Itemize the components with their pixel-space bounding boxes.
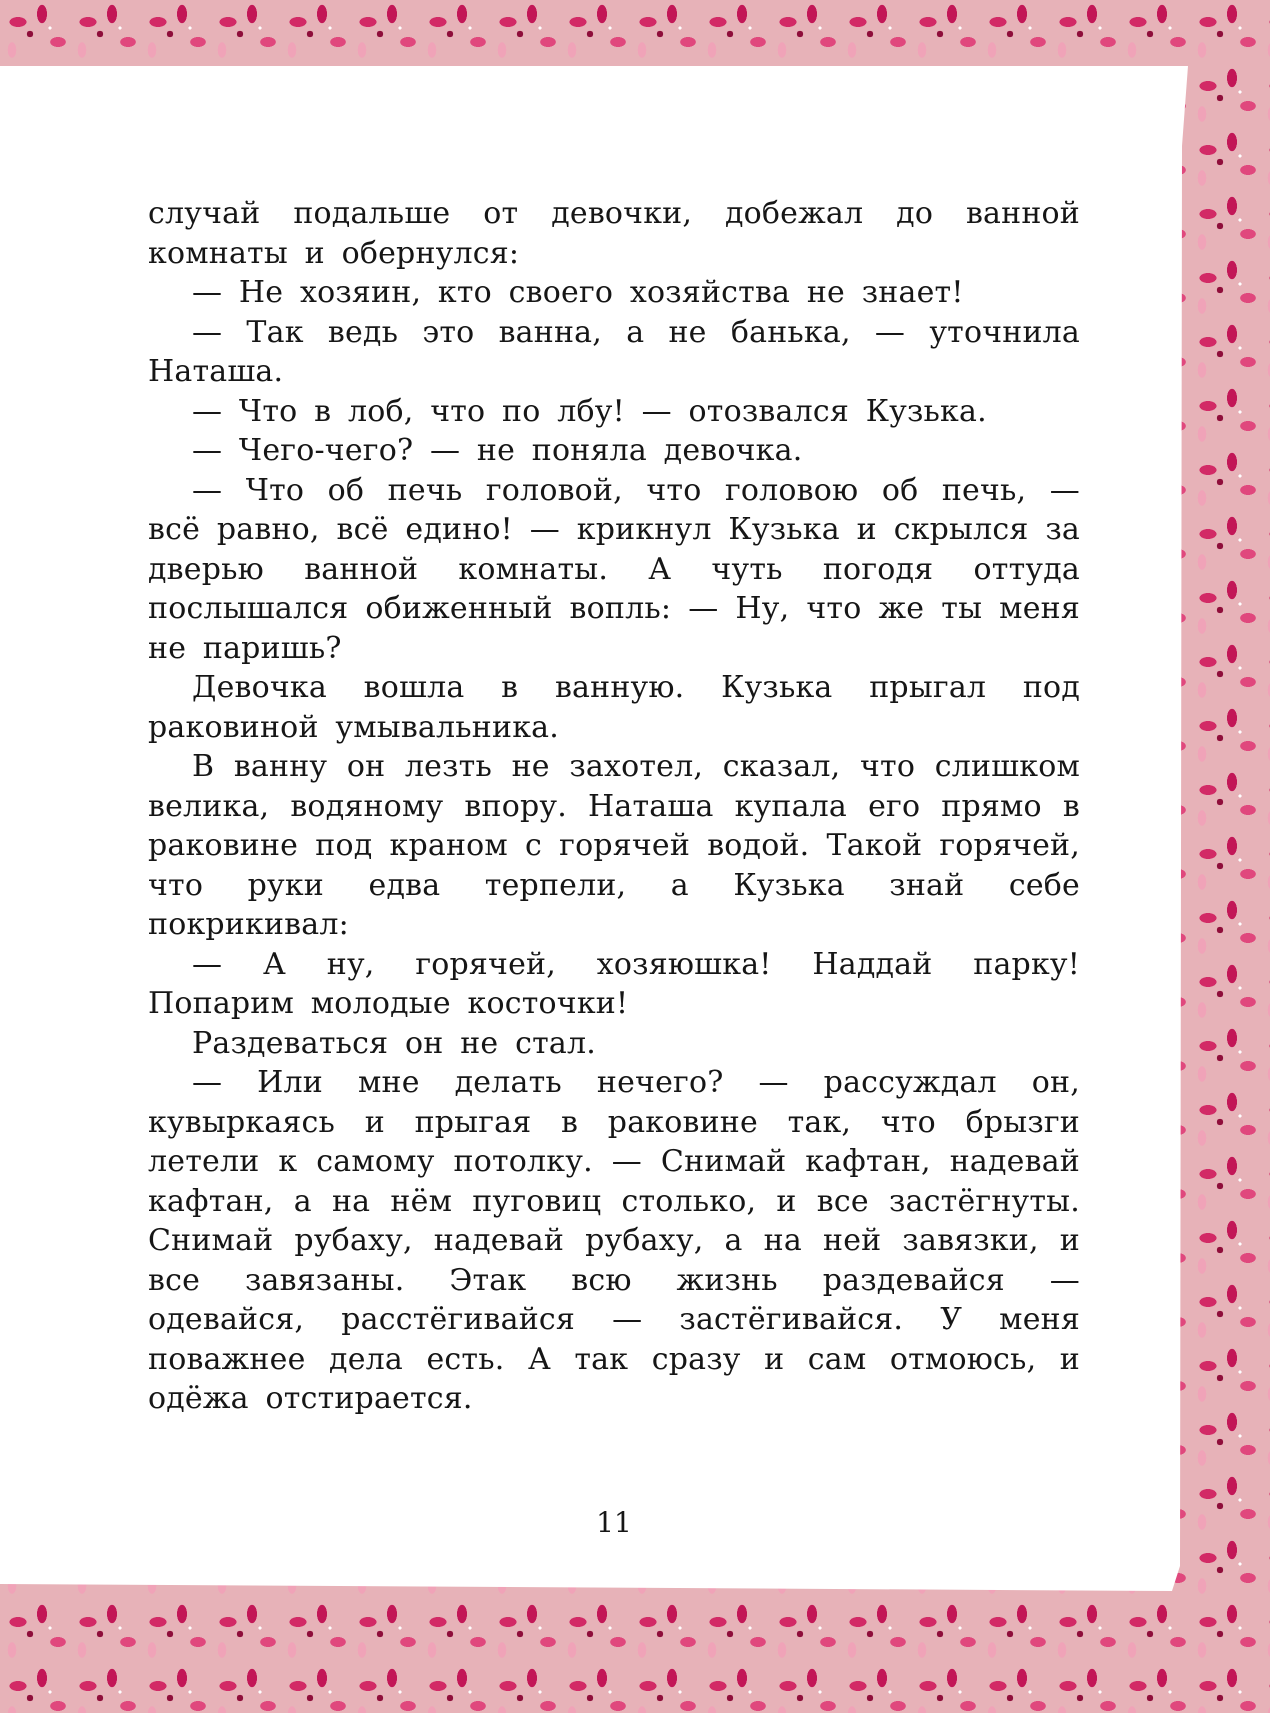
paragraph-8: В ванну он лезть не захотел, сказал, что слишком велика, водяному впору. Наташа купала его прямо в раковине под краном с горячей водой. Такой горячей, что руки едва терпели, а Кузька знай себе покрикивал:	[148, 749, 1080, 942]
paragraph-7: Девочка вошла в ванную. Кузька прыгал под раковиной умывальника.	[148, 670, 1080, 745]
text-block	[148, 194, 1080, 1419]
paragraph-5: — Чего-чего? — не поняла девочка.	[192, 433, 803, 468]
paragraph-3: — Так ведь это ванна, а не банька, — уточнила Наташа.	[148, 314, 1080, 389]
paragraph-4: — Что в лоб, что по лбу! — отозвался Кузька.	[192, 393, 987, 429]
paragraph-2: — Не хозяин, кто своего хозяйства не знает!	[192, 275, 964, 310]
paragraph-9: — А ну, горячей, хозяюшка! Наддай парку! Попарим молодые косточки!	[148, 946, 1080, 1021]
paragraph-10: Раздеваться он не стал.	[192, 1025, 596, 1061]
paragraph-1: случай подальше от девочки, добежал до ванной комнаты и обернулся:	[148, 196, 1080, 271]
paragraph-11: — Или мне делать нечего? — рассуждал он, кувыркаясь и прыгая в раковине так, что брызги летели к самому потолку. — Снимай кафтан, надевай кафтан, а на нём пуговиц столько, и все застёгнуты. Снимай рубаху, надевай рубаху, а на ней завязки, и все завязаны. Этак всю жизнь раздевайся — одевайся, расстёгивайся — застёгивайся. У меня поважнее дела есть. А так сразу и сам отмоюсь, и одёжа отстирается.	[148, 1065, 1080, 1416]
page-number: 11	[596, 1506, 632, 1539]
paragraph-6: — Что об печь головой, что головою об печь, — всё равно, всё едино! — крикнул Кузька и скрылся за дверью ванной комнаты. А чуть погодя оттуда послышался обиженный вопль: — Ну, что же ты меня не паришь?	[148, 472, 1080, 666]
